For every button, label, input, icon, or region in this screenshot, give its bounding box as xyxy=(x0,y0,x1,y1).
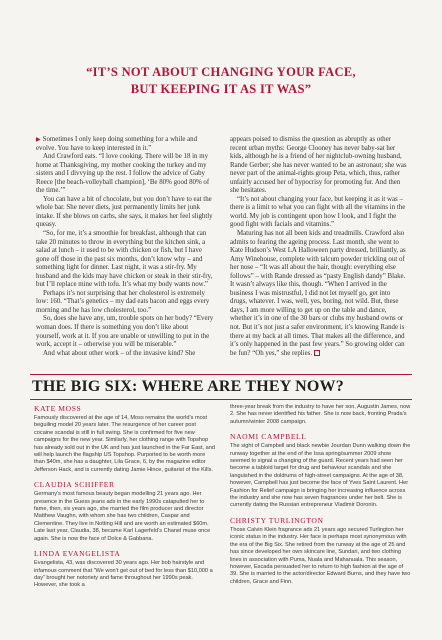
article-paragraph: So, does she have any, um, trouble spots on her body? “Every woman does. If there is something you don’t like about yourself, work at it. If you are unable or unwilling to put in the work, accept it – otherwise you will be miserable.” xyxy=(36,315,214,349)
article-paragraph: appears poised to dismiss the question as abruptly as other recent urban myths: George Clooney has never baby-sat her kids, although he is a friend of her nightclub-owning husband, Rande Gerber; she has never wanted to be an astronaut; she was never part of the animal-rights group Peta, which, thus, rather unfairly accused her of hypocrisy for promoting fur. And then she hesitates. xyxy=(230,136,407,195)
bio-name: CLAUDIA SCHIFFER xyxy=(34,480,115,490)
pull-quote xyxy=(40,64,402,98)
bio-name: NAOMI CAMPBELL xyxy=(230,432,307,442)
article-paragraph: Maturing has not all been kids and treadmills. Crawford also admits to fearing the ageing process. Last month, she went to Kate Hudson’s West LA Halloween party dressed, brilliantly, as Amy Winehouse, complete with talcum powder trickling out of her nose – “It was all about the hair, though: everything else follows” – with Rande dressed as “pasty English dandy” Blake. It wasn’t always like this, though. “When I arrived in the business I was mistrustful, I did not let myself go, get into drugs, whatever. I was, well, yes, boring, not wild. But, these days, I am more willing to get up on the table and dance, whether it’s in one of the 30 bars or clubs my husband owns or not. But it’s not just a safer environment, it’s knowing Rande is there at my back at all times. That makes all the difference, and it’s only happened in the past few years.” So growing older can be fun? “Oh yes,” she replies. xyxy=(230,230,406,357)
article-paragraph: You can have a bit of chocolate, but you don’t have to eat the whole bar. She never diets, just permanently limits her junk intake. If she blows on carbs, she says, it makes her feel slightly queasy. xyxy=(36,195,213,229)
bio-name: KATE MOSS xyxy=(34,404,82,413)
bio-block xyxy=(230,432,412,510)
bio-name: LINDA EVANGELISTA xyxy=(34,549,121,559)
bio-block xyxy=(34,549,216,590)
bio-block xyxy=(34,404,216,474)
bios-section xyxy=(34,404,414,636)
bio-text: Germany’s most famous beauty began modelling 21 years ago. Her presence in the Guess jeans ads in the early 1990s catapulted her to fame, then, six years ago, she married the film producer and director Matthew Vaughn, with whom she has two children, Caspar and Clementine. They live in Notting Hill and are worth an estimated $60m. Late last year, Claudia, 38, became Karl Lagerfeld’s Chanel muse once again. She is now the face of Dolce & Gabbana. xyxy=(34,491,211,542)
article-paragraph: “So, for me, it’s a smoothie for breakfast, although that can take 20 minutes to throw in everything but the kitchen sink, a salad at lunch – it used to be with chicken or fish, but I have gone off those in the past six months, don’t know why – and something light for dinner. Last night, it was a stir-fry. My husband and the kids may have chicken or steak in their stir-fry, but I’ll replace mine with tofu. It’s what my body wants now.” xyxy=(36,230,213,289)
pull-quote-line-1: “IT’S NOT ABOUT CHANGING YOUR FACE, xyxy=(86,65,356,79)
bio-block xyxy=(230,516,412,586)
bullet-triangle-icon: ▶ xyxy=(36,137,41,143)
bio-block xyxy=(34,480,216,543)
end-square-icon xyxy=(314,350,320,356)
article-paragraph: And what about other work – of the invasive kind? She xyxy=(43,349,196,357)
bio-text: Famously discovered at the age of 14, Moss remains the world’s most beguiling model 20 years later. The resurgence of her career post cocaine scandal is still in full swing. She is confirmed for five new campaigns for the new year. Similarly, her clothing range with Topshop has already sold out in the UK and has just launched in the Far East, and will help launch the flagship US Topshop. Purported to be worth more than $40m, she has a daughter, Lila Grace, 6, by the magazine editor Jefferson Hack, and is currently dating Jamie Hince, guitarist of the Kills. xyxy=(34,415,215,473)
article-paragraph: ▶ Sometimes I only keep doing something for a while and evolve. You have to keep interested in it.” xyxy=(36,136,198,152)
bio-name: CHRISTY TURLINGTON xyxy=(230,515,324,525)
bios-column-left xyxy=(34,404,216,636)
article-body xyxy=(36,136,412,358)
bio-text: Those Calvin Klein fragrance ads 21 years ago secured Turlington her iconic status in the industry. Her face is perhaps most synonymous with the era of the Big Six. She retired from the runway at the age of 25 and has since developed her own skincare line, Sundari, and two clothing lines in association with Puma, Nuala and Mahanuala. This season, however, Escada persuaded her to return to high fashion at the age of 39. She is married to the actor/director Edward Burns, and they have two children, Grace and Finn. xyxy=(230,526,411,585)
bio-text: The sight of Campbell and black newbie Jourdan Dunn walking down the runway together at the end of the Issa spring/summer 2009 show seemed to signal a changing of the guard. Recent years had seen her become a tabloid target for drug and behaviour scandals and she languished in the doldrums of high-street campaigns. At the age of 38, however, Campbell has just become the face of Yves Saint Laurent. Her Fashion for Relief campaign is bringing her increasing influence across the industry and she now has seven fragrances under her belt. She is currently dating the Russian entrepreneur Vladimir Doronin. xyxy=(230,443,411,509)
bio-block xyxy=(230,404,412,426)
pull-quote-line-2: BUT KEEPING IT AS IT WAS” xyxy=(130,82,312,96)
article-column-left xyxy=(36,136,214,358)
bio-text: Evangelista, 43, was discovered 30 years ago. Her bob hairstyle and infamous comment that “We won’t get out of bed for less than $10,000 a day” brought her notoriety and fame throughout her 1990s peak. However, she took a xyxy=(34,560,213,589)
article-paragraph: And Crawford eats. “I love cooking. There will be 18 in my home at Thanksgiving, my mother cooking the turkey and my sisters and I divvying up the rest. I follow the advice of Gaby Reece [the beach-volleyball champion], ‘Be 80% good 80% of the time.’” xyxy=(36,153,210,195)
bios-column-right xyxy=(230,404,412,636)
section-rule-bottom xyxy=(30,399,412,400)
section-rule-top xyxy=(30,374,412,375)
bio-text: three-year break from the industry to have her son, Augustin James, now 2. She has never identified his father. She is now back, fronting Prada’s autumn/winter 2008 campaign. xyxy=(230,404,411,425)
article-column-right xyxy=(230,136,408,358)
article-paragraph: “It’s not about changing your face, but keeping it as it was – there is a limit to what you can fight with all the vitamins in the world. My job is contingent upon how I look, and I fight the good fight with facials and vitamins.” xyxy=(230,195,406,229)
article-paragraph: Perhaps it’s not surprising that her cholesterol is extremely low: 160. “That’s genetics – my dad eats bacon and eggs every morning and he has low cholesterol, too.” xyxy=(36,289,210,314)
section-title: THE BIG SIX: WHERE ARE THEY NOW? xyxy=(32,378,344,395)
